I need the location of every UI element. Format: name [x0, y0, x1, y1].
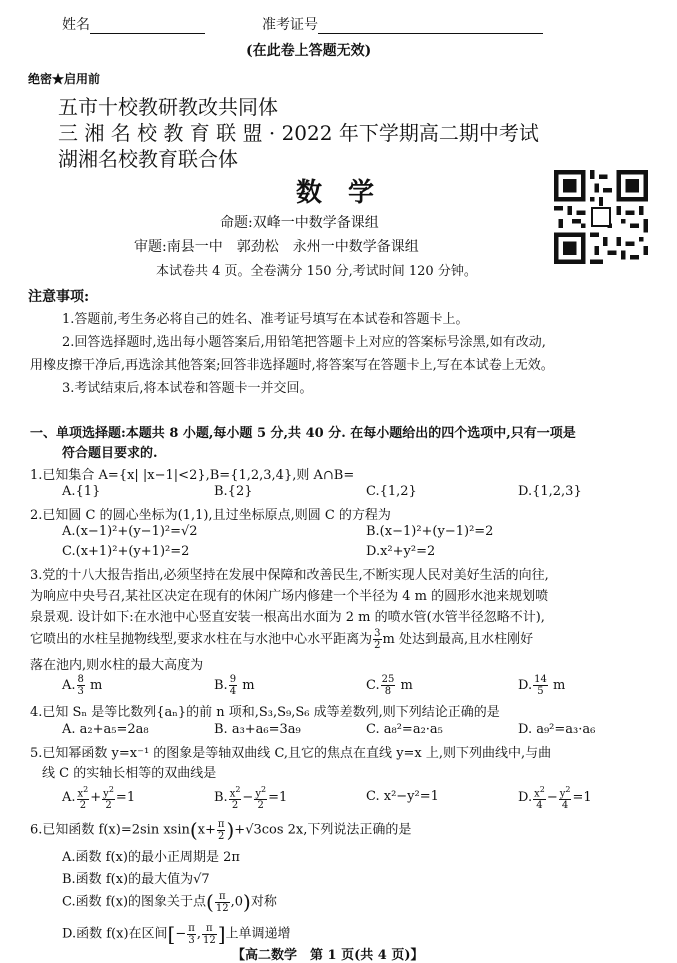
- frac-denominator: 5: [537, 686, 544, 697]
- frac-numerator: 25: [381, 674, 395, 685]
- q3-option-b: [214, 674, 255, 697]
- notes-heading: 注意事项:: [28, 289, 90, 305]
- option-label: B.: [214, 678, 228, 693]
- q4-option-d: D. a₉²=a₃·a₆: [518, 722, 596, 737]
- q3-line: [30, 628, 533, 651]
- q1-option-c: C.{1,2}: [366, 484, 417, 499]
- q6-d-start: D.函数 f(x)在区间: [62, 926, 168, 942]
- q3-line: 泉景观. 设计如下:在水池中心竖直安装一根高出水面为 2 m 的喷水管(水管半径忽略不计),: [30, 610, 545, 625]
- qr-code-image: [554, 170, 648, 264]
- q3-line: 落在池内,则水柱的最大高度为: [30, 658, 204, 673]
- subject-title: 数 学: [296, 178, 375, 208]
- q2-option-a: A.(x−1)²+(y−1)²=√2: [62, 524, 198, 539]
- note-item: 用橡皮擦干净后,再选涂其他答案;回答非选择题时,将答案写在答题卡上,写在本试卷上无效。: [30, 358, 554, 373]
- q3-fraction: [373, 628, 381, 651]
- q5-option-a: A. $\frac{x^2}{2}$ + $\frac{y^2}{2}$ =1: [62, 785, 136, 812]
- exam-no-label: 准考证号: [262, 17, 318, 33]
- q4-option-a: A. a₂+a₅=2a₈: [62, 722, 149, 737]
- frac-denominator: 3: [77, 686, 84, 697]
- setter: 命题:双峰一中数学备课组: [220, 215, 379, 231]
- section-heading: 一、单项选择题:本题共 8 小题,每小题 5 分,共 40 分. 在每小题给出的四个选项中,只有一项是: [30, 426, 576, 441]
- frac-numerator: 9: [229, 674, 237, 685]
- option-unit: m: [242, 678, 255, 693]
- note-item: 2.回答选择题时,选出每小题答案后,用铅笔把答题卡上对应的答案标号涂黑,如有改动,: [62, 335, 546, 350]
- name-blank: [90, 19, 205, 34]
- q6-c-end: 对称: [250, 894, 277, 910]
- q3-line: 为响应中央号召,某社区决定在现有的休闲广场内修建一个半径为 4 m 的圆形水池来规划喷: [30, 589, 549, 604]
- q3-line: 3.党的十八大报告指出,必须坚持在发展中保障和改善民生,不断实现人民对美好生活的向往,: [30, 568, 549, 583]
- note-item: 1.答题前,考生务必将自己的姓名、准考证号填写在本试卷和答题卡上。: [62, 312, 469, 327]
- q4-stem: 4.已知 Sₙ 是等比数列{aₙ}的前 n 项和,S₃,S₉,S₆ 成等差数列,则下列结论正确的是: [30, 705, 500, 720]
- option-label: D.: [518, 678, 533, 693]
- q6-stem-start: 6.已知函数 f(x)=2sin xsin: [30, 822, 190, 838]
- option-fraction: [229, 674, 237, 697]
- q1-option-d: D.{1,2,3}: [518, 484, 582, 499]
- q6-stem-end: +√3cos 2x,下列说法正确的是: [234, 822, 412, 838]
- q2-option-c: C.(x+1)²+(y+1)²=2: [62, 544, 190, 559]
- option-unit: m: [90, 678, 103, 693]
- q3-option-d: [518, 674, 565, 697]
- q5-option-b: B. $\frac{x^2}{2}$ − $\frac{y^2}{2}$ =1: [214, 785, 288, 812]
- frac-denominator: 8: [384, 686, 392, 697]
- option-label: C.: [366, 678, 380, 693]
- q5-line: 线 C 的实轴长相等的双曲线是: [42, 766, 217, 781]
- q6-c-start: C.函数 f(x)的图象关于点: [62, 894, 207, 910]
- q1-option-b: B.{2}: [214, 484, 253, 499]
- q6-option-a: A.函数 f(x)的最小正周期是 2π: [62, 850, 240, 865]
- page-footer: 【高二数学 第 1 页(共 4 页)】: [232, 948, 424, 963]
- name-field: [62, 14, 205, 34]
- q2-option-d: D.x²+y²=2: [366, 544, 436, 559]
- invalid-notice: (在此卷上答题无效): [246, 43, 372, 59]
- option-label: A.: [62, 678, 76, 693]
- q2-stem: 2.已知圆 C 的圆心坐标为(1,1),且过坐标原点,则圆 C 的方程为: [30, 508, 391, 523]
- option-unit: m: [400, 678, 413, 693]
- q1-stem: 1.已知集合 A={x| |x−1|<2},B={1,2,3,4},则 A∩B=: [30, 468, 355, 483]
- frac-numerator: 8: [77, 674, 84, 685]
- q5-option-d: D. $\frac{x^2}{4}$ − $\frac{y^2}{4}$ =1: [518, 785, 592, 812]
- q6-option-b: B.函数 f(x)的最大值为√7: [62, 872, 210, 887]
- frac-denominator: 4: [229, 686, 237, 697]
- org-title-2: 三 湘 名 校 教 育 联 盟 · 2022 年下学期高二期中考试: [58, 121, 539, 145]
- frac-numerator: 3: [374, 628, 381, 639]
- q6-d-end: 上单调递增: [225, 926, 291, 942]
- q6-option-d: D.函数 f(x)在区间[− $\frac{\pi}{3}$ , $\frac{\pi}{12}$ ]上单调递增: [62, 922, 291, 946]
- reviewer: 审题:南县一中 郭劲松 永州一中数学备课组: [134, 239, 419, 255]
- option-fraction: [77, 674, 85, 697]
- q1-option-a: A.{1}: [62, 484, 101, 499]
- section-heading-cont: 符合题目要求的.: [62, 446, 158, 461]
- org-title-3: 湖湘名校教育联合体: [58, 147, 238, 171]
- q6-option-c: C.函数 f(x)的图象关于点( $\frac{\pi}{12}$ ,0)对称: [62, 890, 277, 914]
- exam-no-blank: [318, 19, 543, 34]
- q3-option-c: [366, 674, 413, 697]
- exam-info: 本试卷共 4 页。全卷满分 150 分,考试时间 120 分钟。: [156, 264, 477, 279]
- option-fraction: [381, 674, 396, 697]
- q3-line4-start: 它喷出的水柱呈抛物线型,要求水柱在与水池中心水平距离为: [30, 632, 373, 647]
- q2-option-b: B.(x−1)²+(y−1)²=2: [366, 524, 494, 539]
- q3-line4-end: m 处达到最高,且水柱刚好: [382, 632, 534, 647]
- option-fraction: [533, 674, 548, 697]
- exam-no-field: [262, 14, 543, 34]
- frac-denominator: 2: [374, 640, 381, 651]
- q4-option-c: C. a₈²=a₂·a₅: [366, 722, 443, 737]
- q4-option-b: B. a₃+a₆=3a₉: [214, 722, 301, 737]
- option-unit: m: [552, 678, 566, 693]
- frac-numerator: 14: [534, 674, 547, 685]
- q3-option-a: [62, 674, 102, 697]
- q6-stem: 6.已知函数 f(x)=2sin xsin(x+ $\frac{\pi}{2}$ )+√3cos 2x,下列说法正确的是: [30, 818, 412, 842]
- name-label: 姓名: [62, 17, 90, 33]
- q5-option-c: C. x²−y²=1: [366, 789, 439, 804]
- org-title-1: 五市十校教研教改共同体: [58, 95, 278, 119]
- q5-line: 5.已知幂函数 y=x⁻¹ 的图象是等轴双曲线 C,且它的焦点在直线 y=x 上,则下列曲线中,与曲: [30, 746, 552, 761]
- secret-label: 绝密★启用前: [28, 72, 101, 86]
- note-item: 3.考试结束后,将本试卷和答题卡一并交回。: [62, 381, 313, 396]
